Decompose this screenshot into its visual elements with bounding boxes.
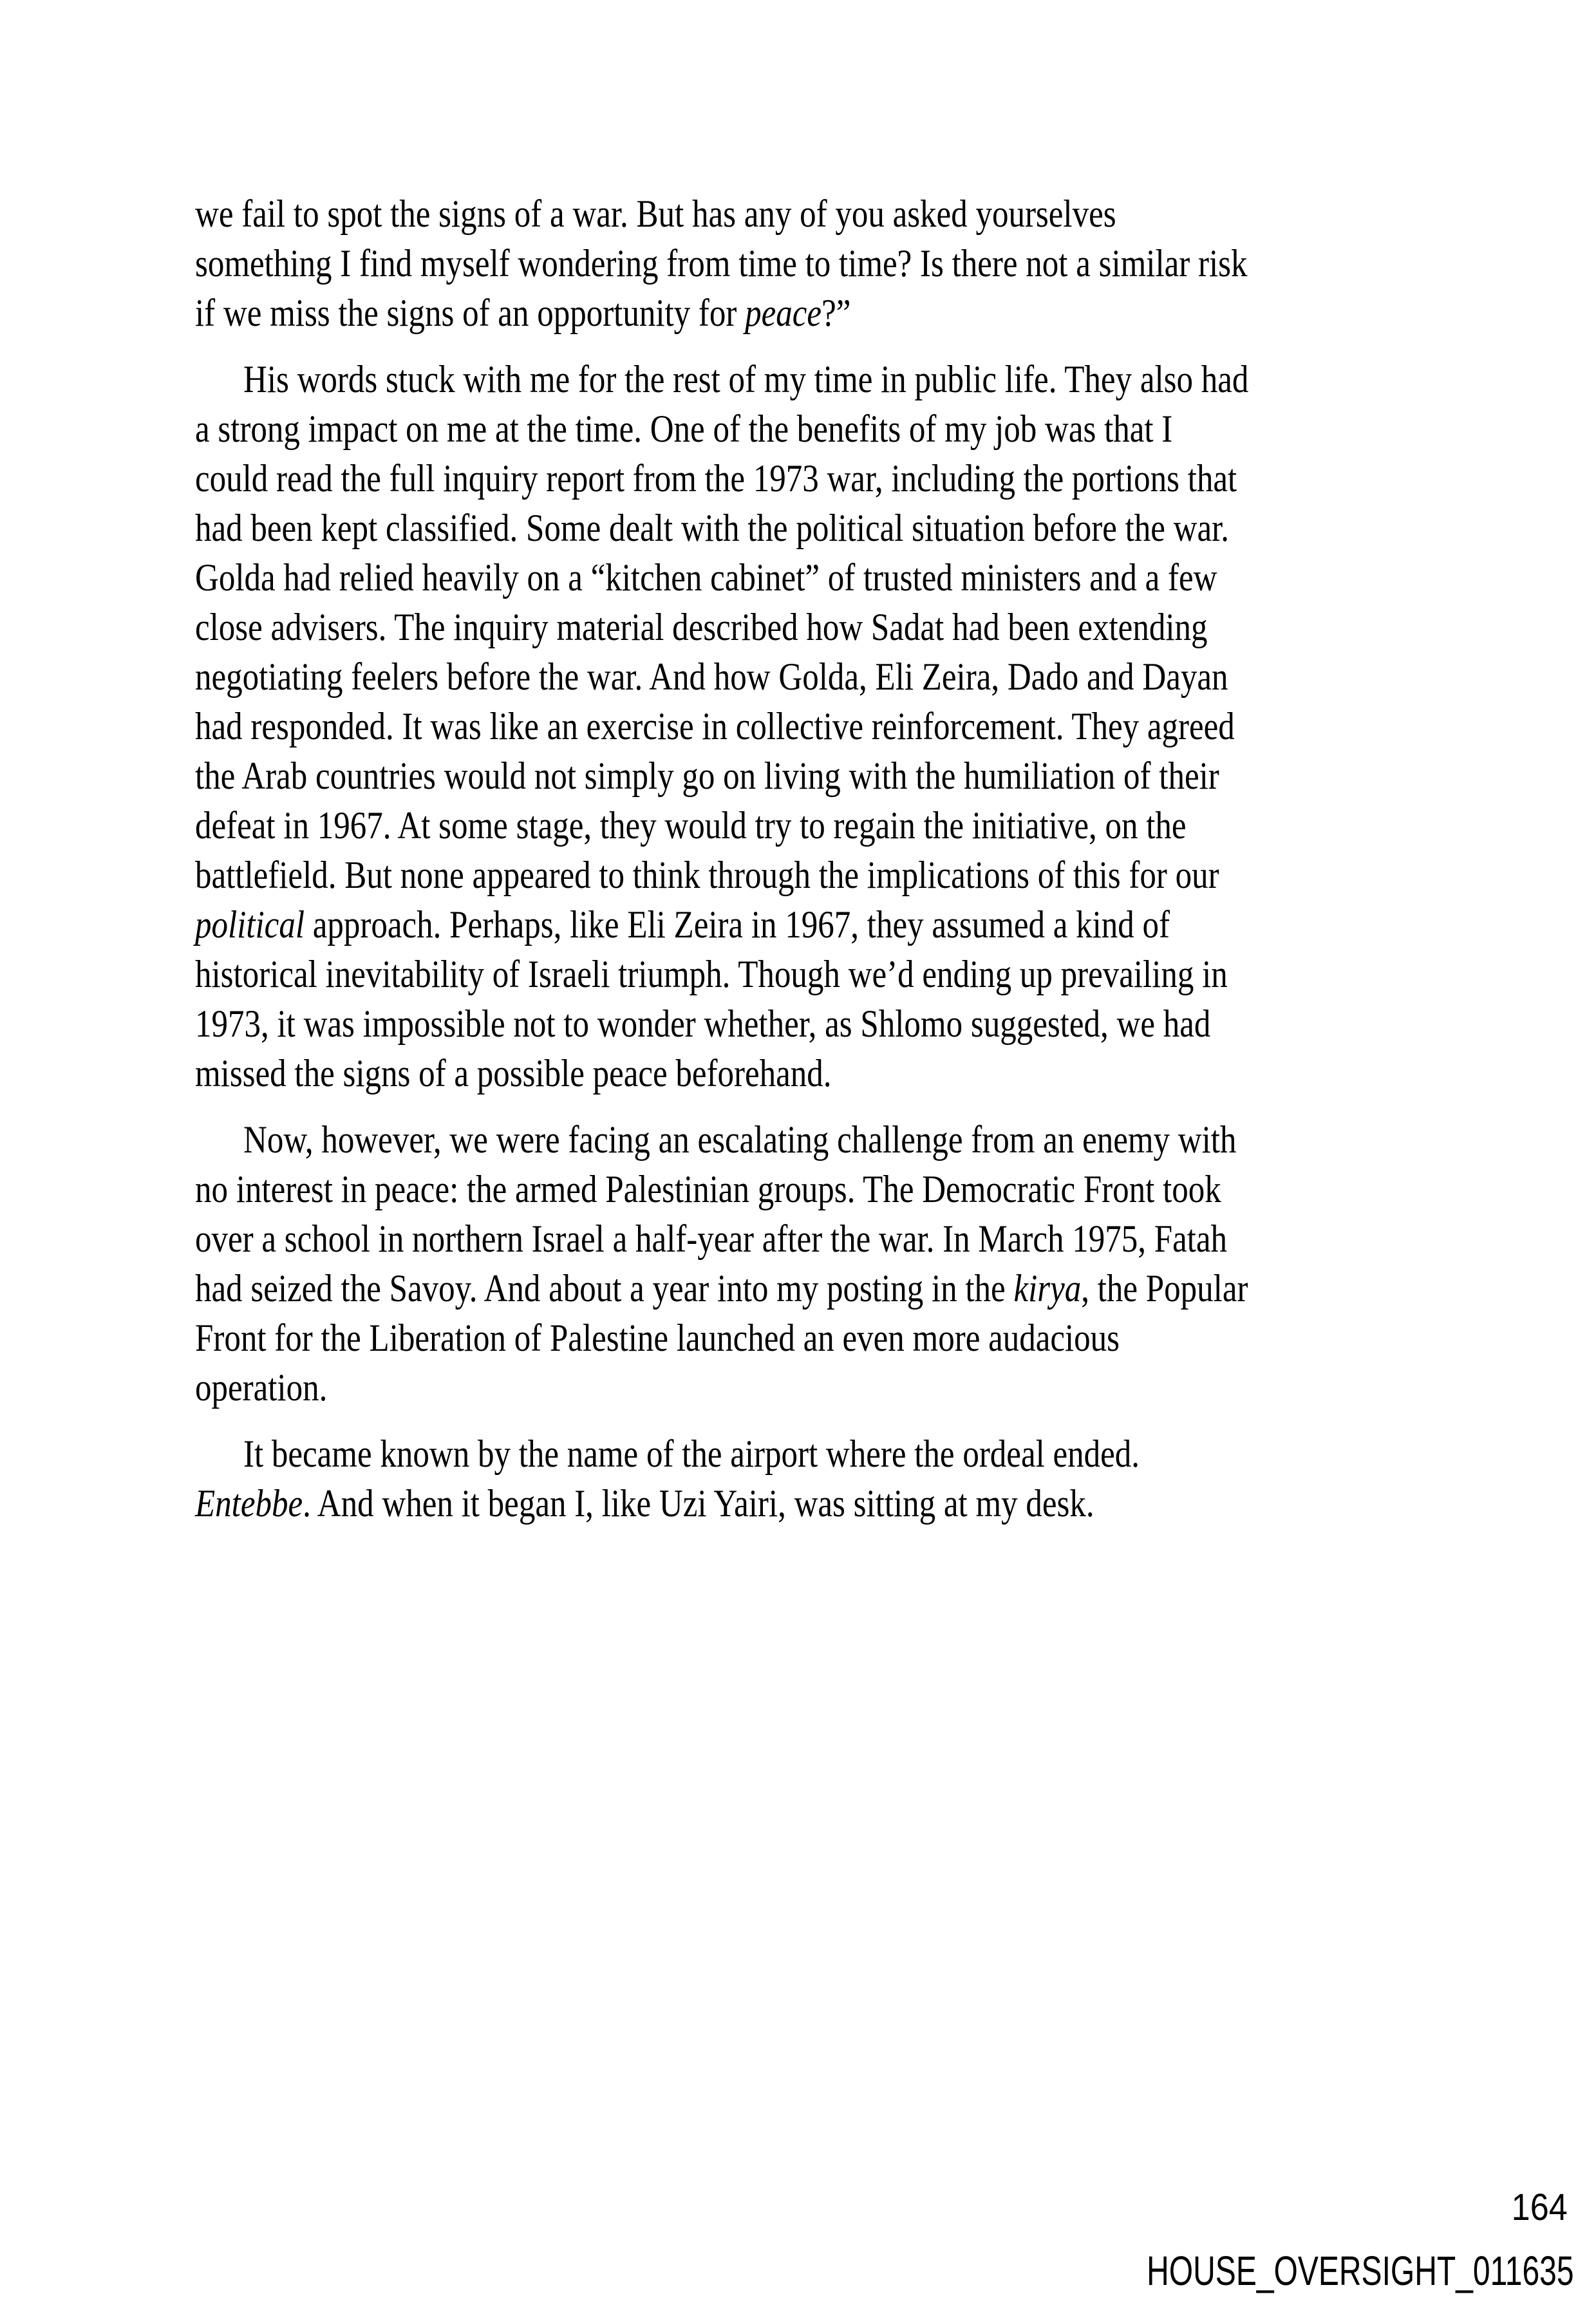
text-line: something I find myself wondering from time to time? Is there not a similar risk <box>195 242 1248 285</box>
text-line: if we miss the signs of an opportunity for peace?” <box>195 292 851 334</box>
text-line: It became known by the name of the airport where the ordeal ended. <box>243 1433 1140 1475</box>
text-line: close advisers. The inquiry material described how Sadat had been extending <box>195 606 1208 648</box>
text-line: we fail to spot the signs of a war. But has any of you asked yourselves <box>195 193 1116 235</box>
paragraph <box>195 1429 1457 1528</box>
text-line: operation. <box>195 1366 328 1409</box>
text-line: had seized the Savoy. And about a year into my posting in the kirya, the Popular <box>195 1267 1248 1310</box>
text-line: negotiating feelers before the war. And how Golda, Eli Zeira, Dado and Dayan <box>195 655 1228 698</box>
text-line: no interest in peace: the armed Palestinian groups. The Democratic Front took <box>195 1168 1221 1210</box>
bates-number: HOUSE_OVERSIGHT_011635 <box>1147 2248 1574 2294</box>
text-line: had responded. It was like an exercise in collective reinforcement. They agreed <box>195 705 1235 747</box>
paragraph <box>195 1115 1457 1413</box>
text-line: over a school in northern Israel a half-year after the war. In March 1975, Fatah <box>195 1217 1228 1260</box>
text-line: the Arab countries would not simply go on living with the humiliation of their <box>195 755 1219 797</box>
text-line: Entebbe. And when it began I, like Uzi Yairi, was sitting at my desk. <box>195 1482 1094 1525</box>
text-line: His words stuck with me for the rest of my time in public life. They also had <box>243 358 1249 400</box>
page-number: 164 <box>1511 2186 1568 2228</box>
paragraph <box>195 355 1457 1098</box>
text-column <box>195 189 1457 1528</box>
text-line: Front for the Liberation of Palestine launched an even more audacious <box>195 1317 1120 1359</box>
text-line: defeat in 1967. At some stage, they would try to regain the initiative, on the <box>195 804 1187 847</box>
text-line: political approach. Perhaps, like Eli Zeira in 1967, they assumed a kind of <box>195 903 1170 946</box>
text-line: 1973, it was impossible not to wonder whether, as Shlomo suggested, we had <box>195 1002 1211 1045</box>
text-line: Now, however, we were facing an escalating challenge from an enemy with <box>243 1118 1237 1161</box>
text-line: battlefield. But none appeared to think through the implications of this for our <box>195 854 1219 896</box>
text-line: could read the full inquiry report from the 1973 war, including the portions that <box>195 457 1237 500</box>
text-line: a strong impact on me at the time. One of the benefits of my job was that I <box>195 408 1173 450</box>
text-line: historical inevitability of Israeli triumph. Though we’d ending up prevailing in <box>195 953 1228 995</box>
text-line: had been kept classified. Some dealt with the political situation before the war. <box>195 507 1230 549</box>
text-line: missed the signs of a possible peace beforehand. <box>195 1052 832 1095</box>
text-line: Golda had relied heavily on a “kitchen cabinet” of trusted ministers and a few <box>195 556 1217 599</box>
paragraph <box>195 189 1457 338</box>
